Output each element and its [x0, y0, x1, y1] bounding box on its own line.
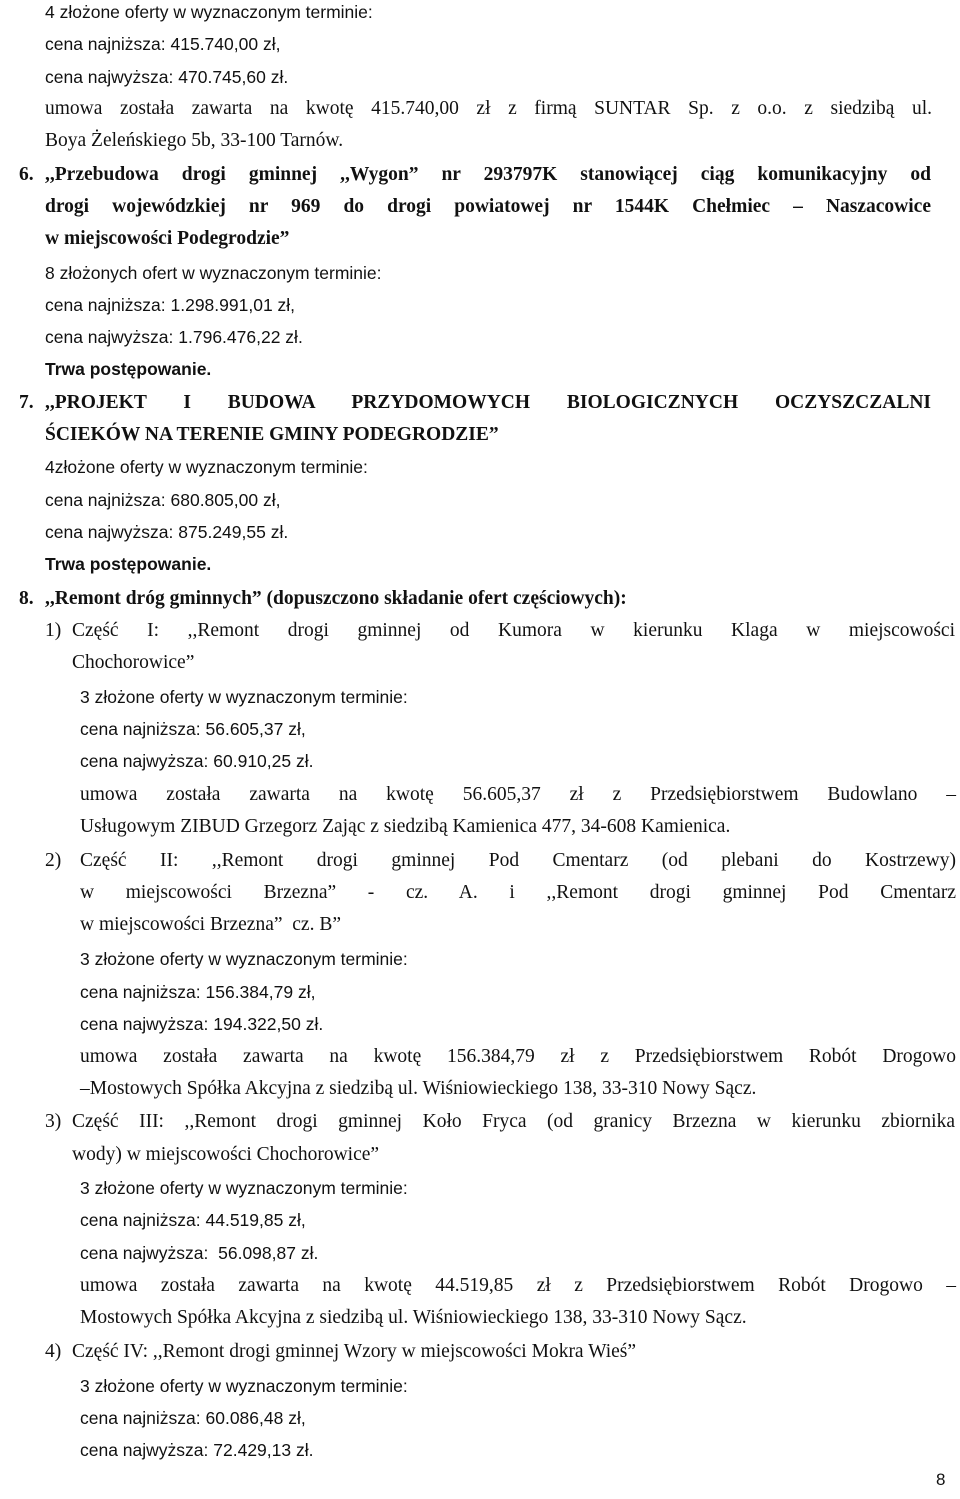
- part-1-title-line-2: Chochorowice”: [72, 652, 195, 673]
- part-2-offers: 3 złożone oferty w wyznaczonym terminie:: [80, 949, 408, 969]
- intro-offers: 4 złożone oferty w wyznaczonym terminie:: [45, 2, 373, 22]
- part-1-contract-line-1: umowa została zawarta na kwotę 56.605,37 zł z Przedsiębiorstwem Budowlano –: [80, 784, 956, 805]
- item-6-status: Trwa postępowanie.: [45, 359, 212, 379]
- item-7-offers: 4złożone oferty w wyznaczonym terminie:: [45, 457, 368, 477]
- part-3-contract-line-1: umowa została zawarta na kwotę 44.519,85 zł z Przedsiębiorstwem Robót Drogowo –: [80, 1275, 956, 1296]
- item-6-offers: 8 złożonych ofert w wyznaczonym terminie:: [45, 263, 382, 283]
- part-3-offers: 3 złożone oferty w wyznaczonym terminie:: [80, 1178, 408, 1198]
- part-3-label: 3): [45, 1111, 62, 1132]
- part-1-highest-price: cena najwyższa: 60.910,25 zł.: [80, 751, 314, 771]
- part-1-offers: 3 złożone oferty w wyznaczonym terminie:: [80, 687, 408, 707]
- part-2-title-line-3: w miejscowości Brzezna” cz. B”: [80, 914, 341, 935]
- part-3-contract-line-2: Mostowych Spółka Akcyjna z siedzibą ul. Wiśniowieckiego 138, 33-310 Nowy Sącz.: [80, 1307, 747, 1328]
- item-7-title-line-1: ,,PROJEKT I BUDOWA PRZYDOMOWYCH BIOLOGICZNYCH OCZYSZCZALNI: [45, 392, 931, 413]
- part-2-contract-line-1: umowa została zawarta na kwotę 156.384,79 zł z Przedsiębiorstwem Robót Drogowo: [80, 1046, 956, 1067]
- part-4-highest-price: cena najwyższa: 72.429,13 zł.: [80, 1440, 314, 1460]
- item-8-title: ,,Remont dróg gminnych” (dopuszczono składanie ofert częściowych):: [45, 588, 627, 609]
- intro-lowest-price: cena najniższa: 415.740,00 zł,: [45, 34, 281, 54]
- item-6-title-line-2: drogi wojewódzkiej nr 969 do drogi powiatowej nr 1544K Chełmiec – Naszacowice: [45, 196, 931, 217]
- part-2-title-line-2: w miejscowości Brzezna” - cz. A. i ,,Remont drogi gminnej Pod Cmentarz: [80, 882, 956, 903]
- part-3-highest-price: cena najwyższa: 56.098,87 zł.: [80, 1243, 319, 1263]
- item-7-lowest-price: cena najniższa: 680.805,00 zł,: [45, 490, 281, 510]
- item-6-number: 6.: [19, 164, 34, 185]
- intro-contract-line-1: umowa została zawarta na kwotę 415.740,00 zł z firmą SUNTAR Sp. z o.o. z siedzibą ul.: [45, 98, 932, 119]
- part-2-title-line-1: Część II: ,,Remont drogi gminnej Pod Cmentarz (od plebani do Kostrzewy): [80, 850, 956, 871]
- item-7-highest-price: cena najwyższa: 875.249,55 zł.: [45, 522, 289, 542]
- item-8-number: 8.: [19, 588, 34, 609]
- part-1-contract-line-2: Usługowym ZIBUD Grzegorz Zając z siedzibą Kamienica 477, 34-608 Kamienica.: [80, 816, 731, 837]
- page-number: 8: [936, 1470, 946, 1489]
- part-2-contract-line-2: –Mostowych Spółka Akcyjna z siedzibą ul. Wiśniowieckiego 138, 33-310 Nowy Sącz.: [80, 1078, 757, 1099]
- item-6-title-line-1: ,,Przebudowa drogi gminnej ,,Wygon” nr 293797K stanowiącej ciąg komunikacyjny od: [45, 164, 931, 185]
- part-2-label: 2): [45, 850, 62, 871]
- item-7-status: Trwa postępowanie.: [45, 554, 212, 574]
- intro-contract-line-2: Boya Żeleńskiego 5b, 33-100 Tarnów.: [45, 130, 344, 151]
- intro-highest-price: cena najwyższa: 470.745,60 zł.: [45, 67, 289, 87]
- part-3-title-line-2: wody) w miejscowości Chochorowice”: [72, 1144, 380, 1165]
- part-4-title-line-1: Część IV: ,,Remont drogi gminnej Wzory w miejscowości Mokra Wieś”: [72, 1341, 637, 1362]
- part-4-label: 4): [45, 1341, 62, 1362]
- part-1-title-line-1: Część I: ,,Remont drogi gminnej od Kumora w kierunku Klaga w miejscowości: [72, 620, 955, 641]
- part-4-offers: 3 złożone oferty w wyznaczonym terminie:: [80, 1376, 408, 1396]
- part-2-highest-price: cena najwyższa: 194.322,50 zł.: [80, 1014, 324, 1034]
- part-1-label: 1): [45, 620, 62, 641]
- item-7-number: 7.: [19, 392, 34, 413]
- part-4-lowest-price: cena najniższa: 60.086,48 zł,: [80, 1408, 306, 1428]
- part-3-lowest-price: cena najniższa: 44.519,85 zł,: [80, 1210, 306, 1230]
- part-2-lowest-price: cena najniższa: 156.384,79 zł,: [80, 982, 316, 1002]
- part-3-title-line-1: Część III: ,,Remont drogi gminnej Koło Fryca (od granicy Brzezna w kierunku zbiornika: [72, 1111, 955, 1132]
- item-6-title-line-3: w miejscowości Podegrodzie”: [45, 228, 290, 249]
- item-6-highest-price: cena najwyższa: 1.796.476,22 zł.: [45, 327, 303, 347]
- item-6-lowest-price: cena najniższa: 1.298.991,01 zł,: [45, 295, 296, 315]
- item-7-title-line-2: ŚCIEKÓW NA TERENIE GMINY PODEGRODZIE”: [45, 424, 499, 445]
- part-1-lowest-price: cena najniższa: 56.605,37 zł,: [80, 719, 306, 739]
